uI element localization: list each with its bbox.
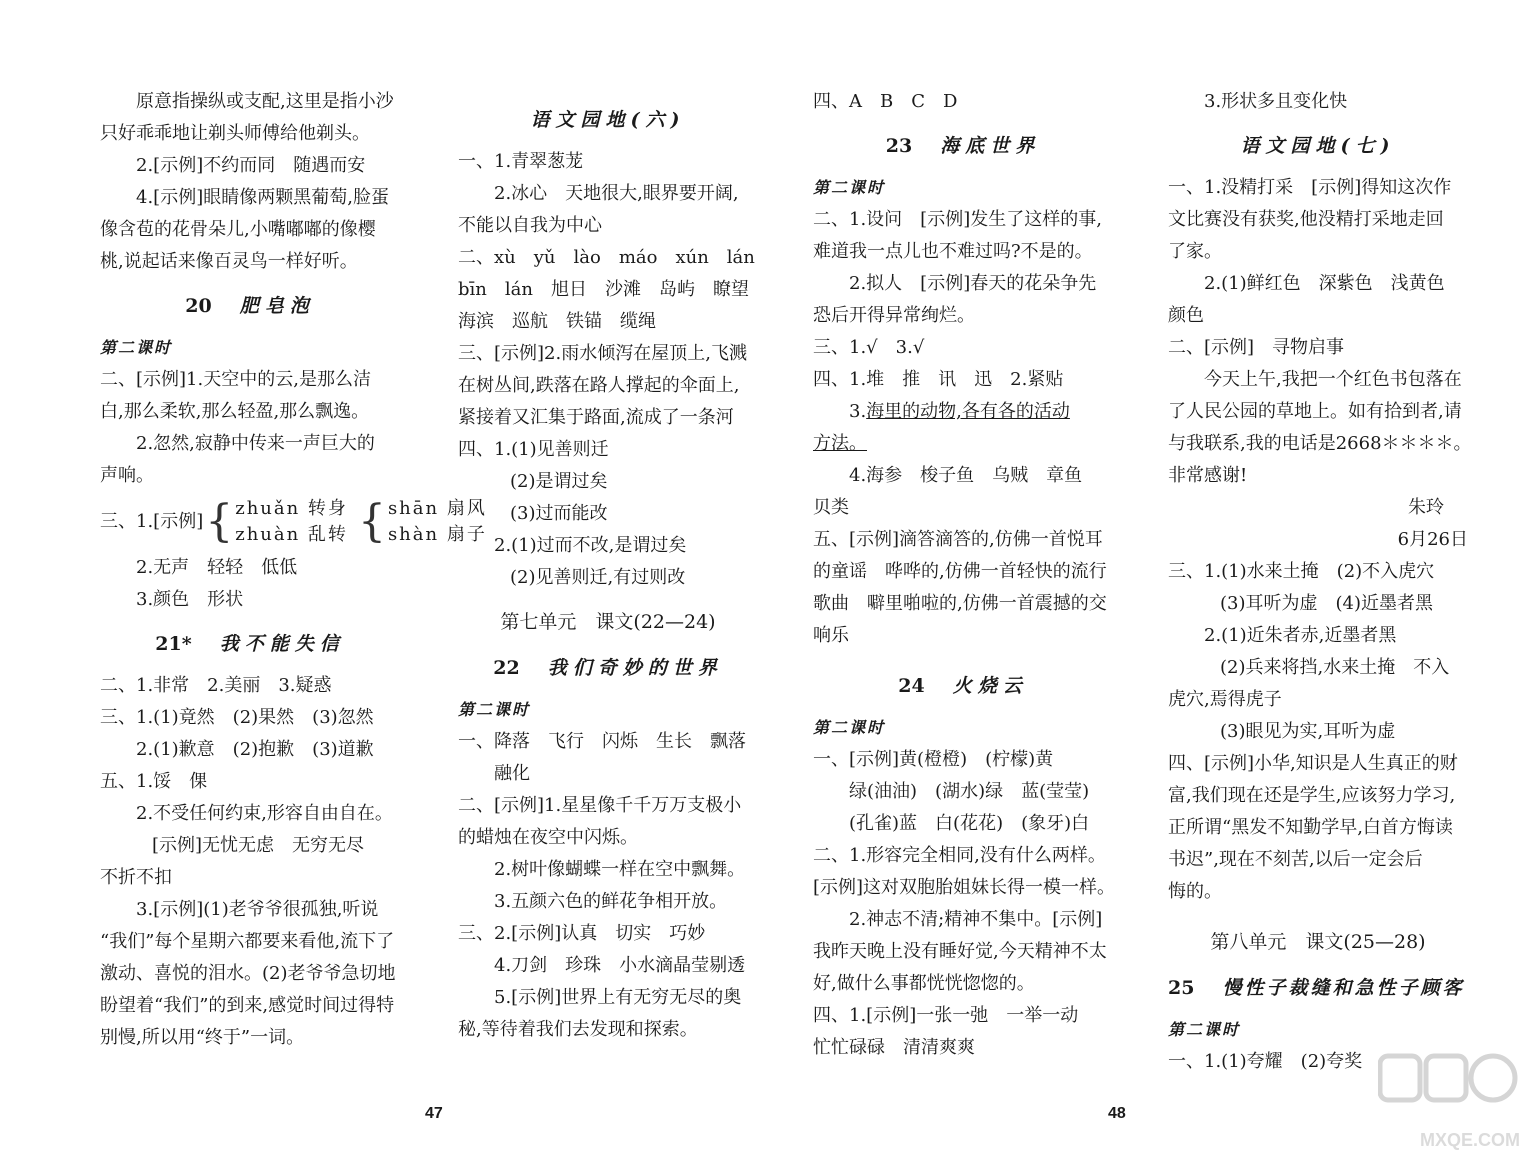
text-line: 激动、喜悦的泪水。(2)老爷爷急切地 bbox=[100, 963, 396, 984]
text-line: 2.(1)过而不改,是谓过矣 bbox=[494, 535, 687, 556]
text-line: 盼望着“我们”的到来,感觉时间过得特 bbox=[100, 995, 395, 1016]
pinyin-word: zhuǎn 转身 bbox=[235, 498, 348, 519]
lesson-number: 21* bbox=[155, 633, 192, 655]
text-line: 3.五颜六色的鲜花争相开放。 bbox=[494, 891, 728, 912]
lesson-title: 火烧云 bbox=[952, 675, 1028, 697]
text-line: 2.树叶像蝴蝶一样在空中飘舞。 bbox=[494, 859, 746, 880]
lesson-title: 慢性子裁缝和急性子顾客 bbox=[1222, 977, 1465, 999]
pinyin-word: zhuàn 乱转 bbox=[235, 524, 348, 545]
text-line: 2.(1)近朱者赤,近墨者黑 bbox=[1204, 625, 1397, 646]
text-line: 5.[示例]世界上有无穷无尽的奥 bbox=[494, 987, 742, 1008]
text-line: 海滨 巡航 铁锚 缆绳 bbox=[458, 311, 656, 332]
text-line: 三、[示例]2.雨水倾泻在屋顶上,飞溅 bbox=[458, 343, 747, 364]
column-1 bbox=[100, 86, 487, 1054]
text-line: 正所谓“黑发不知勤学早,白首方悔读 bbox=[1168, 817, 1453, 838]
text-line: (孔雀)蓝 白(花花) (象牙)白 bbox=[849, 813, 1090, 834]
lesson-number: 22 bbox=[493, 657, 520, 679]
text-line: 歌曲 噼里啪啦的,仿佛一首震撼的交 bbox=[813, 593, 1107, 614]
text-line: 4.[示例]眼睛像两颗黑葡萄,脸蛋 bbox=[136, 187, 389, 208]
section-subheading: 第二课时 bbox=[813, 718, 886, 737]
text-line: 四、1.[示例]一张一弛 一举一动 bbox=[813, 1005, 1079, 1026]
text-line: [示例]这对双胞胎姐妹长得一模一样。 bbox=[813, 877, 1116, 898]
text-line: 像含苞的花骨朵儿,小嘴嘟嘟的像樱 bbox=[100, 219, 376, 240]
watermark-logo-icon bbox=[1378, 1050, 1518, 1120]
text-line: 恐后开得异常绚烂。 bbox=[813, 305, 975, 326]
text-line: 虎穴,焉得虎子 bbox=[1168, 689, 1282, 710]
text-line: 响乐 bbox=[813, 625, 849, 646]
text-line: 只好乖乖地让剃头师傅给他剃头。 bbox=[100, 123, 370, 144]
text-line: 难道我一点儿也不难过吗?不是的。 bbox=[813, 241, 1093, 262]
text-line: 2.(1)鲜红色 深紫色 浅黄色 bbox=[1204, 273, 1445, 294]
text-line: 了家。 bbox=[1168, 241, 1222, 262]
text-line: 悔的。 bbox=[1168, 881, 1222, 902]
lesson-title: 肥皂泡 bbox=[239, 295, 315, 317]
text-line: (2)见善则迁,有过则改 bbox=[510, 567, 686, 588]
text-line: 二、1.形容完全相同,没有什么两样。 bbox=[813, 845, 1106, 866]
garden-title: 语文园地(七) bbox=[1240, 135, 1396, 157]
text-line: 桃,说起话来像百灵鸟一样好听。 bbox=[100, 251, 358, 272]
pinyin-word: shān 扇风 bbox=[387, 498, 487, 519]
signature-date: 6月26日 bbox=[1397, 529, 1468, 550]
text-line: 一、1.青翠葱茏 bbox=[458, 151, 584, 172]
text-line: 二、[示例]1.天空中的云,是那么洁 bbox=[100, 369, 371, 390]
watermark bbox=[1372, 1050, 1522, 1155]
text-line: 3.形状多且变化快 bbox=[1204, 91, 1348, 112]
text-line: 4.刀剑 珍珠 小水滴晶莹剔透 bbox=[494, 955, 746, 976]
brace-pair-a bbox=[235, 496, 348, 548]
text-line: (3)眼见为实,耳听为虚 bbox=[1220, 721, 1396, 742]
signature-name: 朱玲 bbox=[1408, 497, 1444, 518]
garden-title: 语文园地(六) bbox=[530, 109, 686, 131]
text-line: 今天上午,我把一个红色书包落在 bbox=[1204, 369, 1462, 390]
text-line: 的童谣 哗哗的,仿佛一首轻快的流行 bbox=[813, 561, 1107, 582]
text-line: 紧接着又汇集于路面,流成了一条河 bbox=[458, 407, 734, 428]
text-line: bīn lán 旭日 沙滩 岛屿 瞭望 bbox=[458, 279, 749, 300]
text-line: 别慢,所以用“终于”一词。 bbox=[100, 1027, 305, 1048]
text-line: 五、1.馁 倮 bbox=[100, 771, 208, 792]
page-number-left: 47 bbox=[425, 1105, 443, 1122]
underlined-answer: 海里的动物,各有各的活动 bbox=[866, 401, 1070, 422]
text-line: 一、1.(1)夸耀 (2)夸奖 bbox=[1168, 1051, 1363, 1072]
text-line: 四、[示例]小华,知识是人生真正的财 bbox=[1168, 753, 1458, 774]
text-line: 四、1.(1)见善则迁 bbox=[458, 439, 609, 460]
text-line: 白,那么柔软,那么轻盈,那么飘逸。 bbox=[100, 401, 370, 422]
text-line: 三、2.[示例]认真 切实 巧妙 bbox=[458, 923, 706, 944]
text-line: 三、1.√ 3.√ bbox=[813, 337, 925, 358]
underlined-answer: 方法。 bbox=[813, 433, 867, 454]
item-number: 3. bbox=[849, 401, 867, 422]
text-line: 贝类 bbox=[813, 497, 849, 518]
text-line: 2.忽然,寂静中传来一声巨大的 bbox=[136, 433, 375, 454]
pinyin-word: shàn 扇子 bbox=[387, 524, 487, 545]
lesson-heading-21 bbox=[100, 628, 400, 660]
text-line: 五、[示例]滴答滴答的,仿佛一首悦耳 bbox=[813, 529, 1103, 550]
text-line: 非常感谢! bbox=[1168, 465, 1248, 486]
text-line: 3.[示例](1)老爷爷很孤独,听说 bbox=[136, 899, 379, 920]
text-line: 不能以自我为中心 bbox=[458, 215, 602, 236]
text-line: 2.冰心 天地很大,眼界要开阔, bbox=[494, 183, 739, 204]
unit-garden-heading bbox=[458, 104, 758, 136]
text-line: 原意指操纵或支配,这里是指小沙 bbox=[136, 91, 394, 112]
text-line: 2.[示例]不约而同 随遇而安 bbox=[136, 155, 366, 176]
text-line: 一、1.没精打采 [示例]得知这次作 bbox=[1168, 177, 1452, 198]
column-3 bbox=[813, 86, 1116, 1064]
column-4 bbox=[1168, 86, 1472, 1078]
text-line: 与我联系,我的电话是2668＊＊＊＊。 bbox=[1168, 433, 1472, 454]
column-2 bbox=[458, 86, 758, 1046]
lesson-title: 海底世界 bbox=[940, 135, 1041, 157]
text-line: 我昨天晚上没有睡好觉,今天精神不太 bbox=[813, 941, 1107, 962]
text-line: 二、1.非常 2.美丽 3.疑惑 bbox=[100, 675, 332, 696]
text-line: 好,做什么事都恍恍惚惚的。 bbox=[813, 973, 1035, 994]
text-line: 四、A B C D bbox=[813, 91, 958, 112]
lesson-number: 20 bbox=[185, 295, 212, 317]
text-line: 三、1.(1)水来土掩 (2)不入虎穴 bbox=[1168, 561, 1435, 582]
text-line: 在树丛间,跌落在路人撑起的伞面上, bbox=[458, 375, 740, 396]
polyphone-group bbox=[100, 496, 487, 548]
text-line: 忙忙碌碌 清清爽爽 bbox=[813, 1037, 975, 1058]
text-line: 二、xù yǔ lào máo xún lán bbox=[458, 247, 755, 268]
text-line: [示例]无忧无虑 无穷无尽 bbox=[152, 835, 365, 856]
lesson-heading-20 bbox=[100, 290, 400, 322]
text-line: 的蜡烛在夜空中闪烁。 bbox=[458, 827, 638, 848]
text-line: 二、[示例]1.星星像千千万万支极小 bbox=[458, 795, 742, 816]
text-line: 绿(油油) (湖水)绿 蓝(莹莹) bbox=[849, 781, 1090, 802]
section-subheading: 第二课时 bbox=[1168, 1020, 1241, 1039]
section-subheading: 第二课时 bbox=[458, 700, 531, 719]
brace-symbol: { bbox=[357, 496, 386, 547]
lesson-number: 24 bbox=[898, 675, 925, 697]
text-line: 书迟”,现在不刻苦,以后一定会后 bbox=[1168, 849, 1423, 870]
unit-heading: 第八单元 课文(25—28) bbox=[1210, 931, 1426, 953]
lesson-heading-22 bbox=[458, 652, 758, 684]
text-line: 融化 bbox=[494, 763, 530, 784]
text-line: 了人民公园的草地上。如有拾到者,请 bbox=[1168, 401, 1462, 422]
text-line: (2)是谓过矣 bbox=[510, 471, 608, 492]
section-subheading: 第二课时 bbox=[813, 178, 886, 197]
text-line: (2)兵来将挡,水来土掩 不入 bbox=[1220, 657, 1450, 678]
page-number-right: 48 bbox=[1108, 1105, 1126, 1122]
text-line: 文比赛没有获奖,他没精打采地走回 bbox=[1168, 209, 1444, 230]
watermark-text: MXQE.COM bbox=[1419, 1130, 1520, 1150]
text-line: 一、[示例]黄(橙橙) (柠檬)黄 bbox=[813, 749, 1054, 770]
text-line: “我们”每个星期六都要来看他,流下了 bbox=[100, 931, 395, 952]
unit-heading: 第七单元 课文(22—24) bbox=[500, 611, 716, 633]
lesson-title: 我们奇妙的世界 bbox=[547, 657, 723, 679]
text-line bbox=[813, 396, 1113, 428]
unit-garden-heading bbox=[1168, 130, 1468, 162]
lesson-heading-25 bbox=[1168, 972, 1468, 1004]
lesson-heading-23 bbox=[813, 130, 1113, 162]
lesson-number: 25 bbox=[1168, 977, 1195, 999]
text-line: 三、1.(1)竟然 (2)果然 (3)忽然 bbox=[100, 707, 374, 728]
text-line bbox=[813, 428, 1113, 460]
text-line: 2.拟人 [示例]春天的花朵争先 bbox=[849, 273, 1097, 294]
text-line: 秘,等待着我们去发现和探索。 bbox=[458, 1019, 698, 1040]
text-line: 2.无声 轻轻 低低 bbox=[136, 557, 298, 578]
text-line: 二、1.设问 [示例]发生了这样的事, bbox=[813, 209, 1102, 230]
text-line: (3)过而能改 bbox=[510, 503, 608, 524]
text-line: 声响。 bbox=[100, 465, 154, 486]
text-line: 二、[示例] 寻物启事 bbox=[1168, 337, 1345, 358]
text-line: 四、1.堆 推 讯 迅 2.紧贴 bbox=[813, 369, 1064, 390]
text-line: 2.不受任何约束,形容自由自在。 bbox=[136, 803, 393, 824]
text-line: 3.颜色 形状 bbox=[136, 589, 244, 610]
text-line: 不折不扣 bbox=[100, 867, 172, 888]
lesson-heading-24 bbox=[813, 670, 1113, 702]
text-line: (3)耳听为虚 (4)近墨者黑 bbox=[1220, 593, 1433, 614]
brace-prefix: 三、1.[示例] bbox=[100, 511, 204, 532]
brace-symbol: { bbox=[205, 496, 234, 547]
text-line: 2.(1)歉意 (2)抱歉 (3)道歉 bbox=[136, 739, 374, 760]
section-subheading: 第二课时 bbox=[100, 338, 173, 357]
lesson-title: 我不能失信 bbox=[219, 633, 345, 655]
text-line: 4.海参 梭子鱼 乌贼 章鱼 bbox=[849, 465, 1083, 486]
lesson-number: 23 bbox=[885, 135, 913, 157]
text-line: 颜色 bbox=[1168, 305, 1204, 326]
text-line: 富,我们现在还是学生,应该努力学习, bbox=[1168, 785, 1456, 806]
text-line: 一、降落 飞行 闪烁 生长 飘落 bbox=[458, 731, 746, 752]
text-line: 2.神志不清;精神不集中。[示例] bbox=[849, 909, 1103, 930]
